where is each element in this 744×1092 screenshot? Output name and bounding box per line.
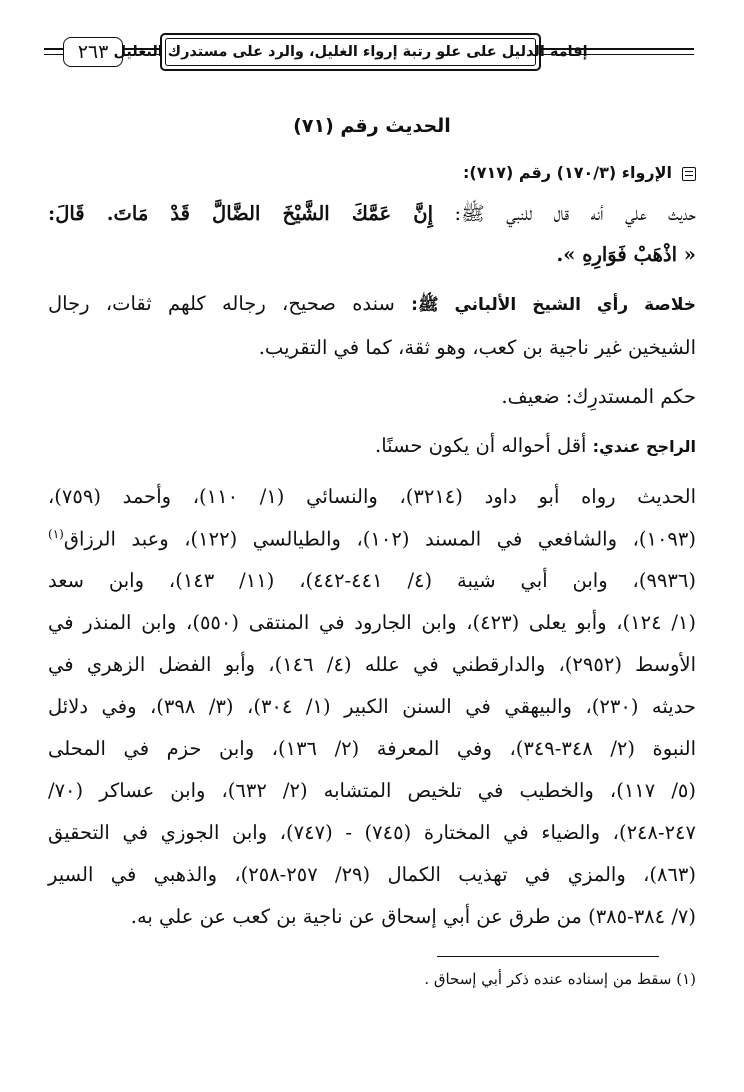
source-text: الإرواء (١٧٠/٣) رقم (٧١٧):: [462, 163, 672, 182]
header-rule-left-top: [44, 48, 63, 50]
takhrij-line-11: (٧/ ٣٨٤-٣٨٥) من طرق عن أبي إسحاق عن ناجية بن كعب عن علي به.: [130, 905, 696, 928]
mustadrik-ruling: حكم المستدرِك: ضعيف.: [501, 385, 696, 408]
takhrij-line-1: الحديث رواه أبو داود (٣٢١٤)، والنسائي (١/ ١١٠)، وأحمد (٧٥٩)،: [48, 485, 696, 508]
hadith-quote: إِنَّ عَمَّكَ الشَّيْخَ الضَّالَّ قَدْ مَاتَ. قَالَ:: [48, 202, 434, 225]
takhrij-line-2: [48, 527, 696, 551]
header-rule-left-bottom: [44, 54, 63, 55]
albani-line-1: [48, 292, 696, 319]
takhrij-line-5: الأوسط (٢٩٥٢)، والدارقطني في علله (٤/ ١٤٦)، وأبو الفضل الزهري في: [48, 653, 696, 676]
takhrij-line-4: (١/ ١٢٤)، وأبو يعلى (٤٢٣)، وابن الجارود في المنتقى (٥٥٠)، وابن المنذر في: [48, 611, 696, 634]
hadith-lead: حديث علي أنه قال للنبي ﷺ:: [454, 202, 696, 225]
page-number: ٢٦٣: [63, 37, 123, 67]
takhrij-line-3: (٩٩٣٦)، وابن أبي شيبة (٤/ ٤٤١-٤٤٢)، (١١/ ١٤٣)، وابن سعد: [48, 569, 696, 592]
preferred-line: [48, 434, 696, 457]
takhrij-line-6: حديثه (٢٣٠)، والبيهقي في السنن الكبير (١/ ٣٠٤)، (٣/ ٣٩٨)، وفي دلائل: [48, 695, 696, 718]
hadith-line-1: [48, 202, 696, 230]
albani-text-1: سنده صحيح، رجاله كلهم ثقات، رجال: [48, 292, 395, 315]
takhrij-line-7: النبوة (٢/ ٣٤٨-٣٤٩)، وفي المعرفة (٢/ ١٣٦)، وابن حزم في المحلى: [48, 737, 696, 760]
hadith-command: « اذْهَبْ فَوَارِهِ ».: [556, 243, 696, 266]
footnote-text: (١) سقط من إسناده عنده ذكر أبي إسحاق .: [424, 970, 696, 988]
takhrij-line-9: ٢٤٧-٢٤٨)، والضياء في المختارة (٧٤٥) - (٧٤٧)، وابن الجوزي في التحقيق: [48, 821, 696, 844]
takhrij-line-10: (٨٦٣)، والمزي في تهذيب الكمال (٢٩/ ٢٥٧-٢٥٨)، والذهبي في السير: [48, 863, 697, 886]
albani-line-2: الشيخين غير ناجية بن كعب، وهو ثقة، كما في التقريب.: [258, 336, 696, 359]
footnote-marker[interactable]: (١): [48, 527, 64, 541]
albani-label: خلاصة رأي الشيخ الألباني ﷺ:: [411, 295, 696, 315]
hadith-heading: الحديث رقم (٧١): [293, 115, 451, 137]
running-title: إقامة الدليل على علو رتبة إرواء الغليل، والرد على مستدرك التعليل: [165, 38, 536, 66]
source-line: [48, 163, 696, 182]
preferred-label: الراجح عندي:: [592, 437, 696, 456]
running-title-box: [113, 33, 588, 71]
book-icon: [682, 167, 696, 181]
footnote-divider: [437, 956, 659, 957]
preferred-text: أقل أحواله أن يكون حسنًا.: [375, 434, 587, 457]
hadith-line-2: [48, 243, 696, 266]
takhrij-line-8: (٥/ ١١٧)، والخطيب في تلخيص المتشابه (٢/ ٦٣٢)، وابن عساكر (٧٠/: [48, 779, 696, 802]
takhrij-line-2-text: (١٠٩٣)، والشافعي في المسند (١٠٢)، والطيالسي (١٢٢)، وعبد الرزاق: [63, 527, 696, 551]
